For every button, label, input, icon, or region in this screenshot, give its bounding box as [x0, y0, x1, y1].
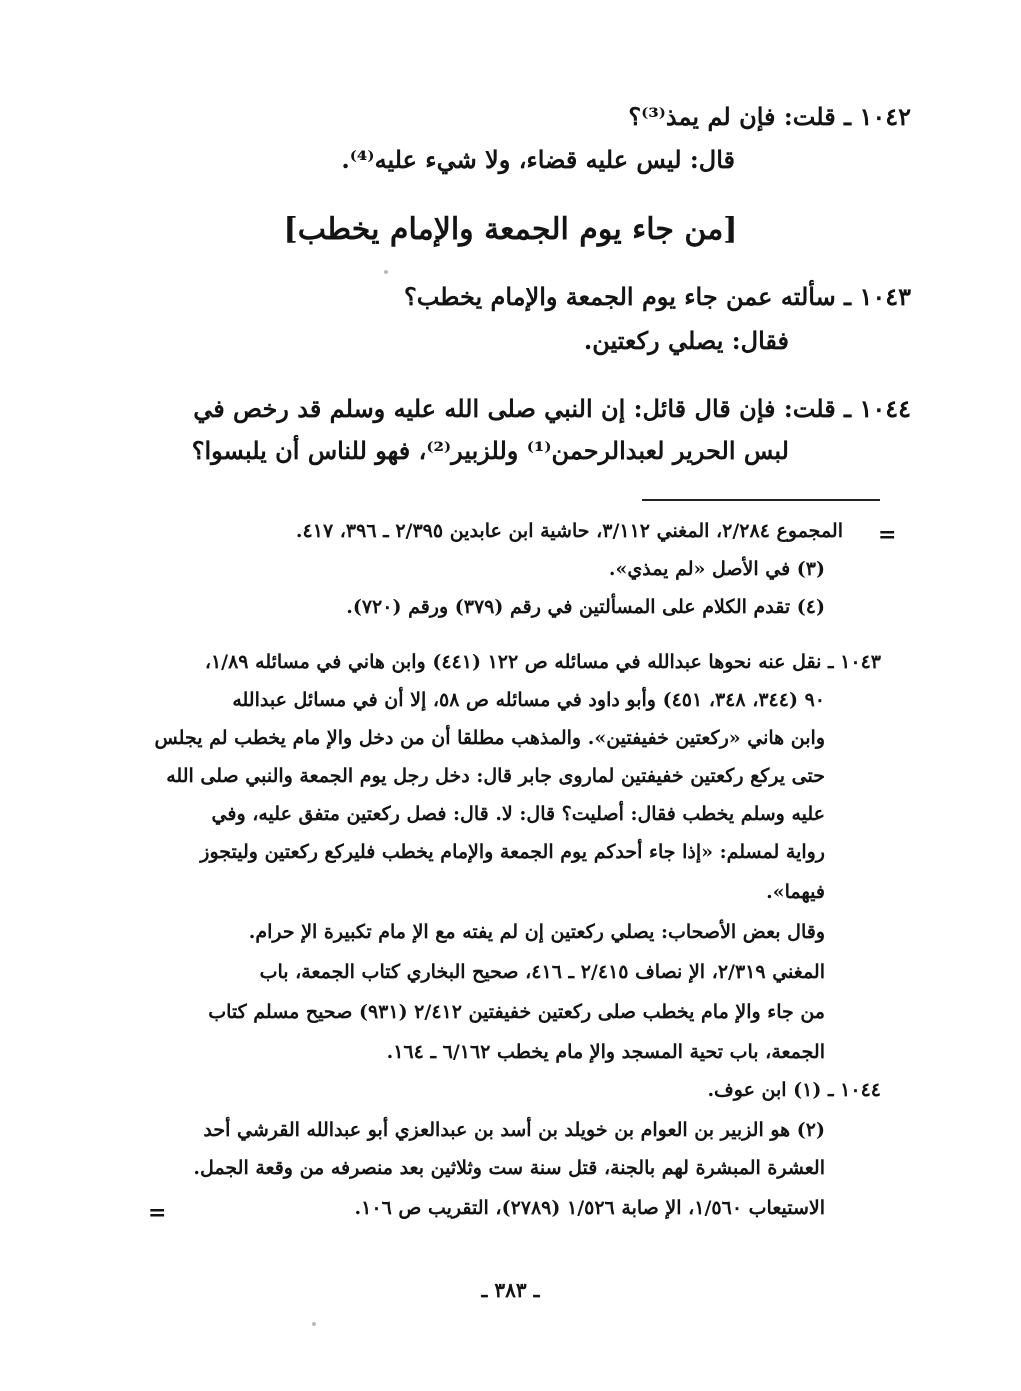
question-1044-line1: ١٠٤٤ ـ قلت: فإن قال قائل: إن النبي صلى الله عليه وسلم قد رخص في [193, 394, 911, 423]
question-1042-line2: قال: ليس عليه قضاء، ولا شيء عليه⁽⁴⁾. [341, 145, 735, 174]
section-heading: [من جاء يوم الجمعة والإمام يخطب] [283, 212, 738, 247]
footnote-1043-line: رواية لمسلم: «إذا جاء أحدكم يوم الجمعة والإمام يخطب فليركع ركعتين وليتجوز [200, 841, 825, 863]
footnote-1043-line: الجمعة، باب تحية المسجد والإ مام يخطب ٦/١٦٢ ـ ١٦٤. [386, 1041, 825, 1063]
footnote-1044-line: الاستيعاب ١/٥٦٠، الإ صابة ١/٥٢٦ (٢٧٨٩)، التقريب ص ١٠٦. [354, 1197, 825, 1219]
footnote-1043-line: ٩٠ (٣٤٤، ٣٤٨، ٤٥١) وأبو داود في مسائله ص ٥٨، إلا أن في مسائل عبدالله [232, 689, 825, 711]
question-1043-line1: ١٠٤٣ ـ سألته عمن جاء يوم الجمعة والإمام يخطب؟ [403, 282, 911, 311]
question-1044-line2: لبس الحرير لعبدالرحمن⁽¹⁾ وللزبير⁽²⁾، فهو للناس أن يلبسوا؟ [191, 436, 789, 465]
footnote-1043-line: وابن هاني «ركعتين خفيفتين». والمذهب مطلقا أن من دخل والإ مام يخطب لم يجلس [154, 727, 825, 749]
footnote-4: (٤) تقدم الكلام على المسألتين في رقم (٣٧٩) ورقم (٧٢٠). [346, 596, 825, 618]
footnote-1044-line: ١٠٤٤ ـ (١) ابن عوف. [707, 1079, 881, 1101]
footnote-1044-line: العشرة المبشرة لهم بالجنة، قتل سنة ست وثلاثين بعد منصرفه من وقعة الجمل. [193, 1157, 825, 1179]
footnote-continued: المجموع ٢/٢٨٤، المغني ٣/١١٢، حاشية ابن عابدين ٢/٣٩٥ ـ ٣٩٦، ٤١٧. [295, 520, 843, 542]
question-1042-line1: ١٠٤٢ ـ قلت: فإن لم يمذ⁽³⁾؟ [628, 102, 911, 131]
footnote-1044-line: (٢) هو الزبير بن العوام بن خويلد بن أسد بن عبدالعزي أبو عبدالله القرشي أحد [203, 1119, 825, 1141]
footnote-1043-line: وقال بعض الأصحاب: يصلي ركعتين إن لم يفته مع الإ مام تكبيرة الإ حرام. [248, 921, 825, 943]
footnote-separator [642, 499, 880, 501]
footnote-1043-line: حتى يركع ركعتين خفيفتين لماروى جابر قال: دخل رجل يوم الجمعة والنبي صلى الله [166, 765, 825, 787]
footnote-1043-line: عليه وسلم يخطب فقال: أصليت؟ قال: لا. قال: فصل ركعتين متفق عليه، وفي [211, 803, 825, 825]
footnote-1043-line: ١٠٤٣ ـ نقل عنه نحوها عبدالله في مسائله ص ١٢٢ (٤٤١) وابن هاني في مسائله ١/٨٩، [204, 651, 881, 673]
footnote-1043-line: فيهما». [766, 881, 825, 903]
end-continuation-mark: = [148, 1200, 167, 1226]
page-number: ـ ٣٨٣ ـ [481, 1278, 540, 1302]
footnote-1043-line: المغني ٢/٣١٩، الإ نصاف ٢/٤١٥ ـ ٤١٦، صحيح البخاري كتاب الجمعة، باب [259, 961, 825, 983]
question-1043-line2: فقال: يصلي ركعتين. [583, 326, 789, 355]
continuation-mark: = [878, 522, 897, 548]
ink-speck [312, 1322, 316, 1326]
footnote-1043-line: من جاء والإ مام يخطب صلى ركعتين خفيفتين ٢/٤١٢ (٩٣١) صحيح مسلم كتاب [208, 1001, 825, 1023]
ink-speck [384, 270, 388, 274]
footnote-3: (٣) في الأصل «لم يمذي». [608, 558, 825, 580]
